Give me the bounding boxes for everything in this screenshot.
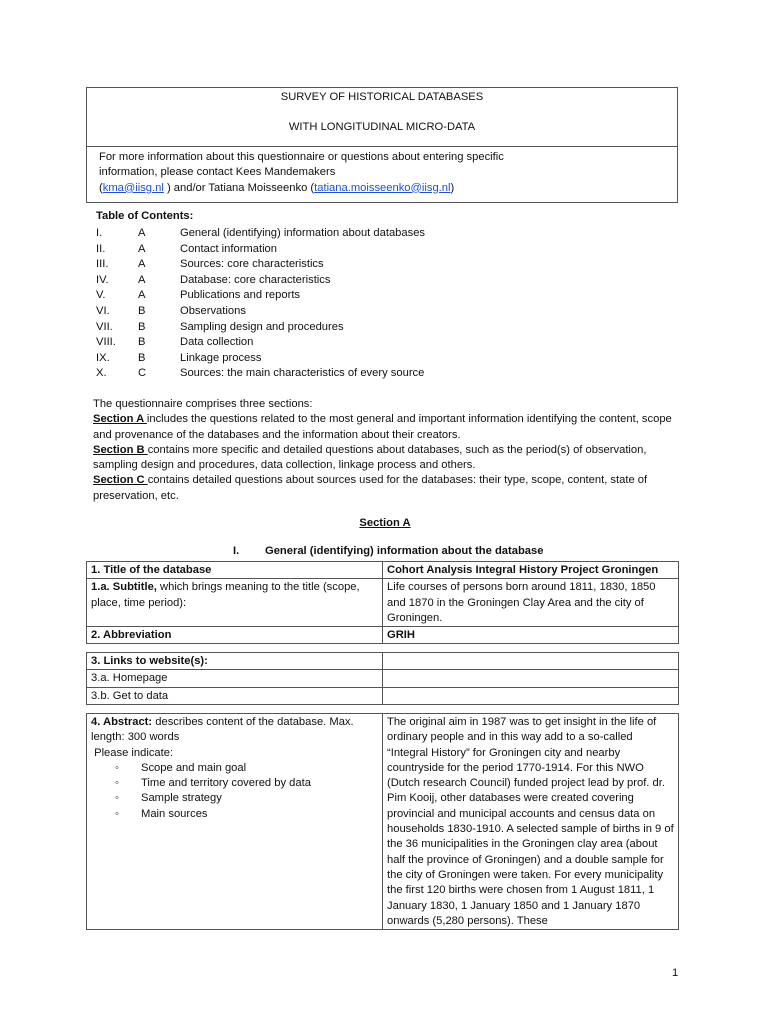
survey-subtitle: WITH LONGITUDINAL MICRO-DATA (288, 121, 476, 133)
list-item: ◦ Sample strategy (91, 791, 378, 806)
table-row (87, 670, 679, 687)
table-row (87, 653, 679, 670)
toc-item (96, 351, 576, 367)
toc-item-section: B (138, 304, 146, 317)
paren-close: ) (450, 181, 455, 194)
table-title-info (86, 561, 679, 644)
intro-section-c (93, 473, 683, 504)
survey-title: SURVEY OF HISTORICAL DATABASES (280, 91, 484, 103)
subtitle-label-rest: which brings meaning to the title (scope, place, time period): (91, 581, 360, 609)
email-link-kma[interactable]: kma@iisg.nl (102, 181, 164, 194)
section-a-label: Section A (93, 413, 147, 426)
toc-item-section: B (138, 351, 146, 364)
toc-item-section: A (138, 289, 146, 302)
title-value[interactable]: Cohort Analysis Integral History Project Groningen (383, 562, 679, 579)
section-a-heading: Section A (359, 517, 411, 529)
toc-item-label: Sources: the main characteristics of every source (180, 367, 425, 380)
table-row (87, 627, 679, 644)
homepage-label: 3.a. Homepage (87, 670, 383, 687)
abbreviation-value[interactable]: GRIH (383, 627, 679, 644)
abstract-label-rest: describes content of the database. Max. length: 300 words (91, 716, 354, 744)
contact-line-2: information, please contact Kees Mandemakers (99, 166, 336, 179)
list-item: ◦ Scope and main goal (91, 761, 378, 776)
table-links (86, 652, 679, 705)
toc-item (96, 288, 576, 304)
contact-line-3 (99, 181, 677, 196)
toc-item-section: C (138, 367, 147, 380)
toc-item-section: A (138, 258, 146, 271)
links-label: 3. Links to website(s): (87, 653, 383, 670)
toc-item-number: IX. (96, 351, 110, 364)
toc-item-label: Data collection (180, 336, 254, 349)
section-a-text: includes the questions related to the most general and important information identifying the content, scope and provenance of the databases and the information about their creators. (93, 413, 672, 441)
toc-item-number: II. (96, 242, 106, 255)
toc-item (96, 304, 576, 320)
toc-item-label: Contact information (180, 242, 278, 255)
toc-item-section: B (138, 336, 146, 349)
toc-title: Table of Contents: (96, 210, 194, 222)
part-heading (233, 545, 543, 557)
toc-item (96, 320, 576, 336)
toc-item-number: VII. (96, 320, 113, 333)
contact-box (86, 147, 678, 203)
toc-item-section: A (138, 227, 146, 239)
toc-item-section: A (138, 242, 146, 255)
toc-item (96, 242, 576, 258)
toc-item-number: VI. (96, 304, 110, 317)
abstract-label-bold: 4. Abstract: (91, 716, 153, 728)
toc-item-label: Observations (180, 304, 246, 317)
please-indicate: Please indicate: (91, 746, 174, 759)
intro-section-a (93, 412, 683, 443)
toc-item-section: B (138, 320, 146, 333)
toc-item-section: A (138, 273, 146, 286)
toc-item-number: X. (96, 367, 107, 380)
table-abstract (86, 713, 679, 930)
table-row (87, 687, 679, 704)
get-data-value[interactable] (383, 687, 679, 704)
toc-item (96, 366, 576, 382)
toc-item-number: VIII. (96, 336, 116, 349)
table-row (87, 579, 679, 627)
email-link-tatiana[interactable]: tatiana.moisseenko@iisg.nl (314, 181, 451, 194)
section-c-text: contains detailed questions about sources used for the databases: their type, scope, content, state of preservation, etc. (93, 474, 648, 502)
contact-middle-text: ) and/or Tatiana Moisseenko ( (163, 181, 315, 194)
table-row (87, 714, 679, 930)
section-b-text: contains more specific and detailed questions about databases, such as the period(s) of observation, sampling design and procedures, data collection, linkage process and others. (93, 443, 647, 472)
subtitle-label-bold: 1.a. Subtitle, (91, 581, 157, 594)
part-roman: I. (233, 545, 240, 557)
toc-item-label: Database: core characteristics (180, 273, 331, 286)
subtitle-label (87, 579, 383, 627)
section-c-label: Section C (93, 474, 148, 487)
table-row (87, 562, 679, 579)
list-item: ◦ Time and territory covered by data (91, 776, 378, 791)
table-of-contents (96, 226, 576, 382)
toc-item-number: IV. (96, 273, 109, 286)
title-label: 1. Title of the database (87, 562, 383, 579)
links-value[interactable] (383, 653, 679, 670)
section-b-label: Section B (93, 443, 148, 456)
abstract-label (87, 714, 383, 930)
toc-item-label: Publications and reports (180, 289, 301, 302)
homepage-value[interactable] (383, 670, 679, 687)
toc-item-number: I. (96, 227, 103, 239)
intro-section-b (93, 443, 683, 474)
get-data-label: 3.b. Get to data (87, 687, 383, 704)
abstract-label-text (91, 715, 378, 746)
subtitle-value[interactable]: Life courses of persons born around 1811, 1830, 1850 and 1870 in the Groningen Clay Area and the city of Groningen. (383, 579, 679, 627)
paren-open: ( (99, 181, 103, 194)
abstract-bullet-list (91, 761, 378, 822)
list-item: ◦ Main sources (91, 807, 378, 822)
toc-item-label: Sources: core characteristics (180, 258, 324, 271)
abstract-value[interactable]: The original aim in 1987 was to get insight in the life of ordinary people and in this way add to a so-called “Integral History” for Groningen city and nearby countryside for the period 1770-1914. For this NWO (Dutch research Council) funded project lead by prof. dr. Pim Kooij, other databases were created covering provincial and municipal accounts and census data on households 1830-1910. A selected sample of births in 9 of the 36 municipalities in the Groningen clay area (about half the province of Groningen) and a double sample for the city of Groningen were taken. For every municipality the first 120 births were chosen from 1 August 1811, 1 January 1830, 1 January 1850 and 1 January 1870 onwards (5,280 persons). These (383, 714, 679, 930)
toc-item-number: III. (96, 258, 109, 271)
toc-item-number: V. (96, 289, 106, 302)
page-number: 1 (672, 967, 679, 979)
abbreviation-label: 2. Abbreviation (87, 627, 383, 644)
toc-item (96, 335, 576, 351)
intro-text (93, 397, 683, 504)
contact-line-1: For more information about this questionnaire or questions about entering specific (99, 151, 504, 163)
part-title: General (identifying) information about the database (265, 545, 544, 557)
toc-item-label: Sampling design and procedures (180, 320, 344, 333)
title-box (86, 87, 678, 147)
intro-lead: The questionnaire comprises three sections: (93, 398, 313, 410)
toc-item-label: General (identifying) information about databases (180, 227, 426, 239)
toc-item (96, 226, 576, 242)
toc-item (96, 257, 576, 273)
toc-item (96, 273, 576, 289)
toc-item-label: Linkage process (180, 351, 262, 364)
